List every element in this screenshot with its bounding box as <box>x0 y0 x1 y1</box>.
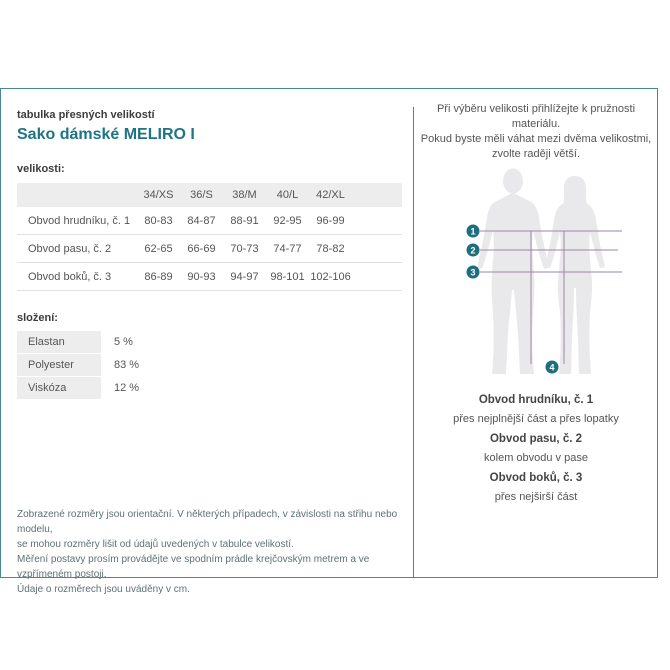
size-column-header: 38/M <box>223 183 266 207</box>
table-row <box>17 263 402 291</box>
guide-description: kolem obvodu v pase <box>484 452 588 464</box>
measure-value: 74-77 <box>266 235 309 263</box>
svg-text:1: 1 <box>470 226 476 237</box>
measure-value: 84-87 <box>180 207 223 235</box>
material-percent: 12 % <box>114 382 140 394</box>
measure-guide-list <box>414 393 658 510</box>
list-item <box>17 354 277 376</box>
svg-text:4: 4 <box>549 362 555 373</box>
sizes-header-empty <box>17 183 137 207</box>
list-item <box>414 432 658 466</box>
svg-text:3: 3 <box>470 267 476 278</box>
advice-line: zvolte raději větší. <box>491 148 581 160</box>
material-percent: 83 % <box>114 359 140 371</box>
size-column-header: 34/XS <box>137 183 180 207</box>
measuring-guide-panel <box>414 89 658 578</box>
disclaimer-line: Měření postavy prosím provádějte ve spodním prádle krejčovským metrem a ve vzpřímeném postoji. <box>17 554 370 580</box>
guide-heading: Obvod boků, č. 3 <box>489 472 583 484</box>
measure-value: 70-73 <box>223 235 266 263</box>
measure-value: 102-106 <box>309 263 352 291</box>
disclaimer-line: Zobrazené rozměry jsou orientační. V některých případech, v závislosti na střihu nebo modelu, <box>17 509 398 535</box>
measure-value: 62-65 <box>137 235 180 263</box>
measure-value: 78-82 <box>309 235 352 263</box>
chart-subtitle: tabulka přesných velikostí <box>17 109 155 121</box>
measure-value: 98-101 <box>266 263 309 291</box>
composition-section-label: složení: <box>17 312 58 324</box>
disclaimer-text <box>17 507 402 597</box>
advice-line: Pokud byste měli váhat mezi dvěma velikostmi, <box>420 133 652 145</box>
sizes-section-label: velikosti: <box>17 163 65 175</box>
list-item <box>17 331 277 353</box>
advice-line: Při výběru velikosti přihlížejte k pružnosti materiálu. <box>436 103 636 130</box>
size-advice-text <box>414 102 658 162</box>
size-column-header: 36/S <box>180 183 223 207</box>
sizes-header-row <box>17 183 402 207</box>
svg-text:2: 2 <box>470 245 476 256</box>
material-name: Elastan <box>17 331 101 353</box>
material-name: Polyester <box>17 354 101 376</box>
measure-value: 86-89 <box>137 263 180 291</box>
measure-row-label: Obvod hrudníku, č. 1 <box>17 207 137 235</box>
guide-heading: Obvod hrudníku, č. 1 <box>478 394 594 406</box>
measure-row-label: Obvod pasu, č. 2 <box>17 235 137 263</box>
guide-heading: Obvod pasu, č. 2 <box>489 433 583 445</box>
female-silhouette-figure <box>545 176 605 374</box>
measure-value: 92-95 <box>266 207 309 235</box>
body-measurement-diagram <box>440 168 650 383</box>
marker-2-waist <box>467 244 480 257</box>
size-chart-panel <box>0 88 658 595</box>
product-title: Sako dámské MELIRO I <box>17 126 195 143</box>
measure-value: 90-93 <box>180 263 223 291</box>
composition-table <box>17 331 277 400</box>
size-column-header: 42/XL <box>309 183 352 207</box>
measure-row-label: Obvod boků, č. 3 <box>17 263 137 291</box>
male-silhouette-figure <box>477 169 549 375</box>
measure-value: 66-69 <box>180 235 223 263</box>
disclaimer-line: se mohou rozměry lišit od údajů uvedených v tabulce velikostí. <box>17 539 294 550</box>
size-column-header: 40/L <box>266 183 309 207</box>
marker-3-hips <box>467 266 480 279</box>
guide-description: přes nejplnější část a přes lopatky <box>453 413 619 425</box>
list-item <box>17 377 277 399</box>
measure-value: 88-91 <box>223 207 266 235</box>
table-row <box>17 235 402 263</box>
list-item <box>414 393 658 427</box>
material-percent: 5 % <box>114 336 133 348</box>
measure-value: 96-99 <box>309 207 352 235</box>
list-item <box>414 471 658 505</box>
measure-value: 80-83 <box>137 207 180 235</box>
sizes-header-filler <box>352 183 402 207</box>
guide-description: přes nejširší část <box>494 491 578 503</box>
material-name: Viskóza <box>17 377 101 399</box>
disclaimer-line: Údaje o rozměrech jsou uváděny v cm. <box>17 584 190 595</box>
marker-4-height <box>546 361 559 374</box>
table-row <box>17 207 402 235</box>
sizes-table <box>17 183 402 291</box>
measure-value: 94-97 <box>223 263 266 291</box>
marker-1-chest <box>467 225 480 238</box>
